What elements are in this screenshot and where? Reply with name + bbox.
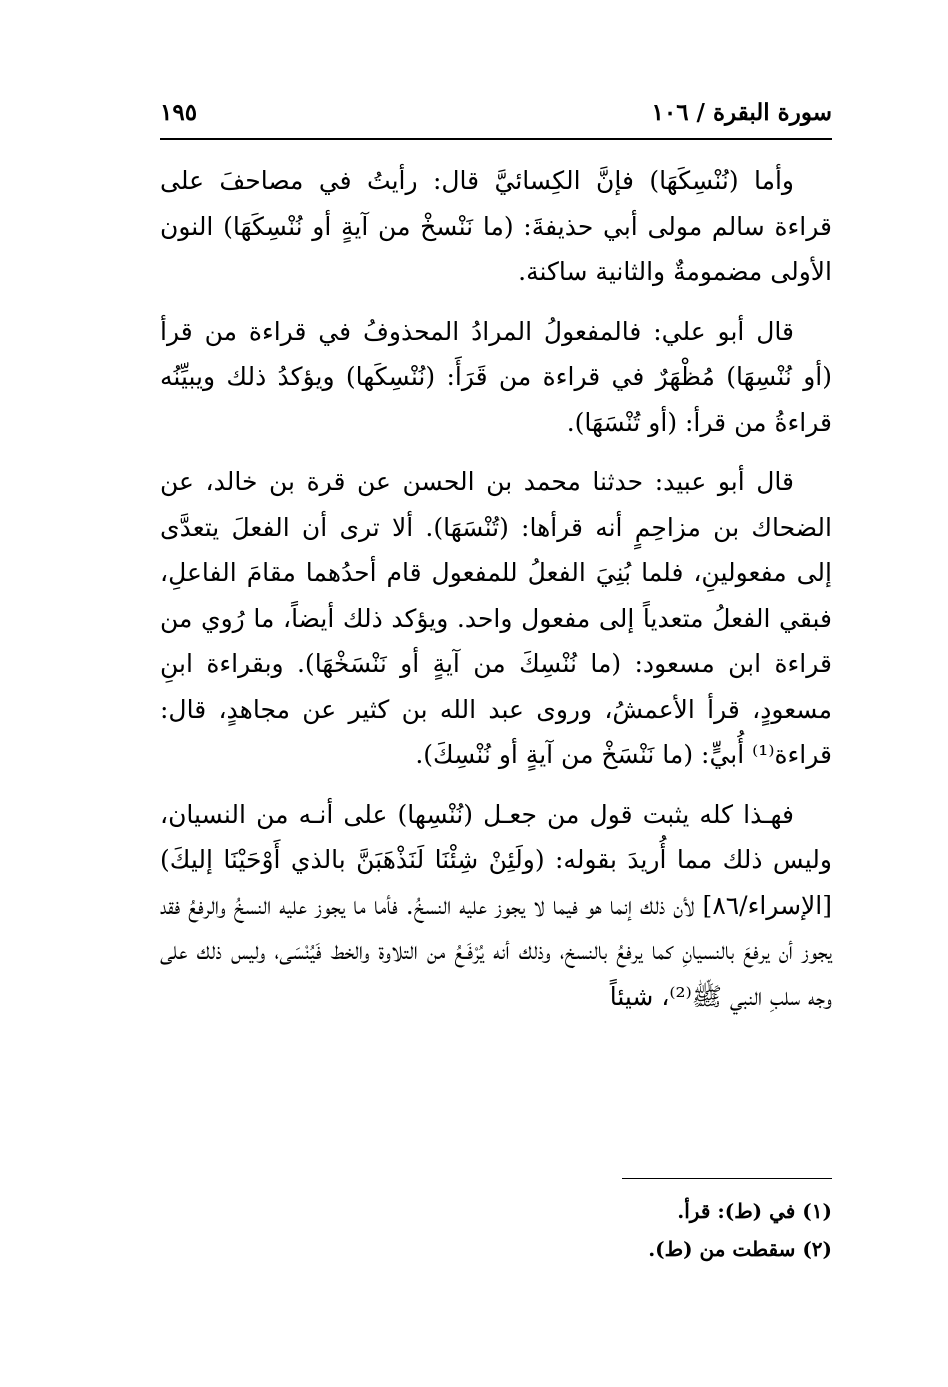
page-header	[160, 92, 832, 132]
footnote-2: (٢) سقطت من (ط).	[648, 1237, 832, 1261]
paragraph-2: قال أبو علي: فالمفعولُ المرادُ المحذوفُ في قراءة من قرأ (أو نُنْسِهَا) مُظْهَرٌ في قراءة من قَرَأَ: (نُنْسِكَها) ويؤكدُ ذلك ويبيِّنُه قراءةُ من قرأ: (أو تُنْسَهَا).	[160, 316, 832, 437]
main-text	[160, 158, 832, 1033]
paragraph-3: قال أبو عبيد: حدثنا محمد بن الحسن عن قرة بن خالد، عن الضحاك بن مزاحِمٍ أنه قرأها: (تُنْسَهَا). ألا ترى أن الفعلَ يتعدَّى إلى مفعولينِ، فلما بُنِيَ الفعلُ للمفعول قام أحدُهما مقامَ الفاعلِ، فبقي الفعلُ متعدياً إلى مفعول واحد. ويؤكد ذلك أيضاً، ما رُوي من قراءة ابن مسعود: (ما نُنْسِكَ من آيةٍ أو نَنْسَخْهَا). وبقراءة ابنِ مسعودٍ، قرأ الأعمشُ، وروى عبد الله بن كثير عن مجاهدٍ، قال: قراءة⁽¹⁾ أُبيٍّ: (ما نَنْسَخْ من آيةٍ أو نُنْسِكَ).	[160, 467, 832, 769]
footnotes	[160, 1192, 832, 1268]
footnote-rule	[622, 1178, 832, 1179]
running-title: سورة البقرة / ١٠٦	[651, 98, 832, 126]
paragraph-4: فهـذا كله يثبت قول من جعـل (نُنْسِها) على أنـه من النسيان، وليس ذلك مما أُريدَ بقوله: (ولَئِنْ شِئْنَا لَنَذْهَبَنَّ بالذي أَوْحَيْنَا إليكَ) [الإسراء/٨٦] لأن ذلك إنما هو فيما لا يجوز عليه النسخُ. فأما ما يجوز عليه النسخُ والرفعُ فقد يجوز أن يرفعَ بالنسيانِ كما يرفعُ بالنسخ، وذلك أنه يُرْفَـعُ من التلاوة والخط فَيُنْسَى، وليس ذلك على وجه سلبِ النبي ﷺ⁽²⁾، شيئاً	[160, 799, 832, 1011]
footnote-1: (١) في (ط): قرأ.	[677, 1199, 832, 1223]
header-rule	[160, 138, 832, 140]
page-number: ١٩٥	[160, 98, 198, 126]
paragraph-1: وأما (نُنْسِكَهَا) فإنَّ الكِسائيَّ قال: رأيتُ في مصاحفَ على قراءة سالم مولى أبي حذيفةَ: (ما نَنْسخْ من آيةٍ أو نُنْسِكَهَا) النون الأولى مضمومةٌ والثانية ساكنة.	[160, 166, 832, 286]
